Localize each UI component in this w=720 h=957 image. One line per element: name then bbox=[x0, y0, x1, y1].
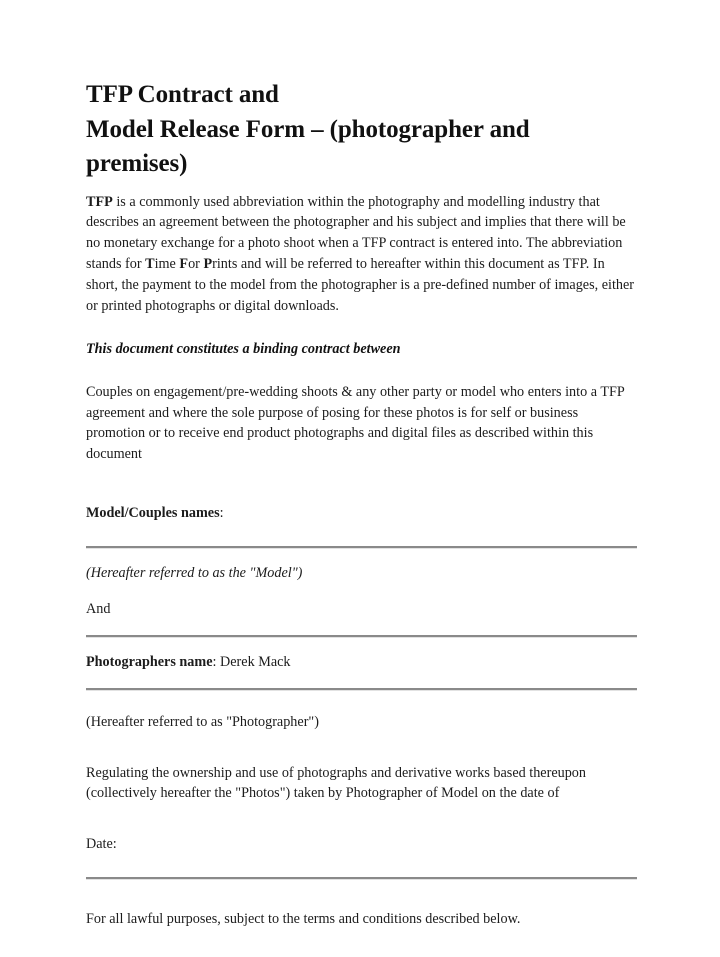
photographer-name-field bbox=[86, 652, 637, 673]
spacer bbox=[86, 879, 637, 909]
photographer-name-colon: : bbox=[212, 653, 220, 670]
intro-text-part-1: is a commonly used abbreviation within the photography and modelling industry that describes an agreement between the photographer and his subject and implies that there will be no monetary exchange for a photo shoot when a TFP contract is entered into. The abbreviation stands for bbox=[86, 193, 626, 273]
time-t-bold: T bbox=[145, 256, 155, 273]
spacer bbox=[86, 360, 637, 382]
and-connector: And bbox=[86, 600, 111, 617]
for-remainder: or bbox=[188, 256, 204, 273]
photographer-name-value[interactable]: Derek Mack bbox=[220, 653, 291, 670]
spacer bbox=[86, 855, 637, 877]
regulating-paragraph: Regulating the ownership and use of photographs and derivative works based thereupon (collectively hereafter the "Photos") taken by Photographer of Model on the date of bbox=[86, 764, 586, 802]
spacer bbox=[86, 584, 637, 599]
spacer bbox=[86, 733, 637, 763]
model-names-label bbox=[86, 503, 637, 524]
spacer bbox=[86, 690, 637, 712]
spacer bbox=[86, 620, 637, 635]
title-line-2: Model Release Form – (photographer and bbox=[86, 115, 530, 143]
binding-contract-heading: This document constitutes a binding contract between bbox=[86, 340, 401, 357]
for-f-bold: F bbox=[179, 256, 189, 273]
spacer bbox=[86, 673, 637, 688]
prints-p-bold: P bbox=[203, 256, 213, 273]
time-remainder: ime bbox=[154, 256, 180, 273]
spacer bbox=[86, 465, 637, 503]
title-line-3: premises) bbox=[86, 150, 188, 177]
tfp-lead-bold: TFP bbox=[86, 193, 113, 210]
spacer bbox=[86, 637, 637, 652]
intro-text-part-2: and will be referred to hereafter within this document as TFP. In short, the payment to the model from the photographer is a pre-defined number of images, either or printed photographs or digital downloads. bbox=[86, 256, 635, 314]
prints-remainder: rints bbox=[212, 256, 238, 273]
model-hereafter-note: (Hereafter referred to as the "Model") bbox=[86, 565, 303, 581]
spacer bbox=[86, 524, 637, 546]
closing-paragraph: For all lawful purposes, subject to the terms and conditions described below. bbox=[86, 911, 521, 928]
page-title bbox=[86, 78, 637, 182]
model-names-colon: : bbox=[219, 505, 224, 522]
title-line-1: TFP Contract and bbox=[86, 81, 279, 108]
spacer bbox=[86, 317, 637, 339]
date-field bbox=[86, 834, 637, 855]
date-label: Date: bbox=[86, 836, 117, 853]
binding-contract-paragraph: Couples on engagement/pre-wedding shoots & any other party or model who enters into a TFP agreement and where the sole purpose of posing for these photos is for self or business promotion or to receive end product photographs and digital files as described within this document bbox=[86, 383, 625, 463]
model-names-label-text: Model/Couples names bbox=[86, 505, 220, 522]
photographer-name-label: Photographers name bbox=[86, 653, 213, 670]
spacer bbox=[86, 548, 637, 563]
intro-paragraph bbox=[86, 192, 637, 317]
spacer bbox=[86, 804, 637, 834]
photographer-hereafter-note: (Hereafter referred to as "Photographer") bbox=[86, 713, 319, 730]
